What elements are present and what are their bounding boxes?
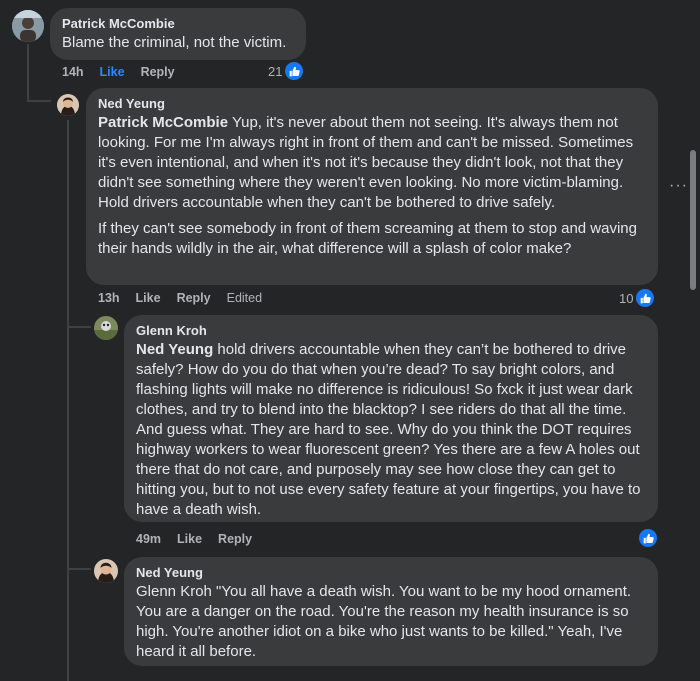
mention-link[interactable]: Ned Yeung (136, 341, 214, 358)
like-reaction-icon (639, 529, 657, 547)
comment-text-part: hold drivers accountable when they can’t be bothered to drive safely? How do you do that when you’re dead? To say bright colors, and flashing lights will make no difference is ridiculous! So fxck it just wear dark clothes, and try to blend into the blacktop? I see riders do that all the time. And guess what. They are hard to see. Why do you think the DOT requires highway workers to wear fluorescent green? Yes there are a few A holes out there that do not care, and purposely may see how close they can get to hitting you, but to not use every safety feature at your fingertips, you have to have a death wish. (136, 341, 641, 518)
timestamp[interactable]: 14h (62, 65, 84, 79)
comment-actions (62, 65, 175, 79)
comment-bubble (124, 315, 658, 522)
comment-actions (136, 532, 252, 546)
like-reaction-icon (636, 289, 654, 307)
reply-button[interactable]: Reply (218, 532, 253, 546)
reply-button[interactable]: Reply (176, 291, 211, 305)
mention-link[interactable]: Patrick McCombie (98, 114, 229, 131)
timestamp[interactable]: 49m (136, 532, 162, 546)
reaction-summary[interactable] (619, 289, 654, 307)
thread-line (27, 100, 51, 102)
thread-line (67, 326, 91, 328)
comment-text (98, 113, 646, 259)
avatar[interactable] (12, 10, 44, 42)
avatar[interactable] (57, 94, 79, 116)
like-reaction-icon (285, 62, 303, 80)
comment-bubble (86, 88, 658, 285)
reply-button[interactable]: Reply (140, 65, 175, 79)
reaction-count: 10 (619, 290, 634, 306)
thread-line (67, 568, 91, 570)
thread-line (67, 120, 69, 681)
reaction-summary[interactable] (639, 529, 657, 547)
comment-text: Blame the criminal, not the victim. (62, 34, 287, 51)
comment-author[interactable]: Ned Yeung (98, 96, 165, 111)
like-button[interactable]: Like (177, 532, 203, 546)
comment-author[interactable]: Ned Yeung (136, 565, 203, 580)
comment-author[interactable]: Patrick McCombie (62, 16, 175, 31)
comment-text (136, 340, 646, 520)
like-button[interactable]: Like (135, 291, 161, 305)
reaction-summary[interactable] (268, 62, 303, 80)
comment-author[interactable]: Glenn Kroh (136, 323, 207, 338)
like-button[interactable]: Like (99, 65, 125, 79)
comment-text: Glenn Kroh "You all have a death wish. You want to be my hood ornament. You are a danger on the road. You're the reason my health insurance is so high. You're another idiot on a bike who just wants to be killed." Yeah, I've heard it all before. (136, 583, 632, 660)
comment-text-part: Yup, it's never about them not seeing. It's always them not looking. For me I'm always right in front of them and can't be missed. Sometimes it's even intentional, and when it's not it's because they didn't look, not that they didn't see something where they weren't even looking. No more victim-blaming. Hold drivers accountable when they can't be bothered to drive safely. (98, 114, 634, 211)
comment-bubble (50, 8, 306, 60)
more-options-icon[interactable]: ··· (669, 177, 688, 194)
thread-line (27, 44, 29, 100)
comment-bubble (124, 557, 658, 666)
scrollbar[interactable] (690, 150, 696, 290)
timestamp[interactable]: 13h (98, 291, 120, 305)
avatar[interactable] (94, 316, 118, 340)
reaction-count: 21 (268, 63, 283, 79)
edited-label[interactable]: Edited (226, 291, 263, 305)
comment-text-part: If they can't see somebody in front of them screaming at them to stop and waving their hands wildly in the air, what difference will a splash of color make? (98, 220, 637, 257)
avatar[interactable] (94, 559, 118, 583)
comment-actions (98, 291, 262, 305)
